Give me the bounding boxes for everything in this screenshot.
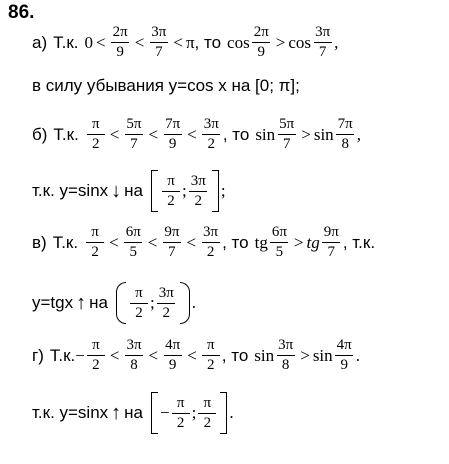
- punctuation: ;: [220, 181, 226, 200]
- right-paren: [180, 282, 190, 324]
- punctuation: .: [229, 403, 234, 422]
- fraction: $\frac{3\pi}{2}$: [203, 224, 219, 260]
- part-g-line2: [32, 392, 234, 434]
- right-bracket: [212, 170, 219, 212]
- less-than: <: [186, 232, 197, 252]
- function-text: y=tgx: [32, 293, 74, 312]
- part-g-line1: [32, 338, 360, 373]
- less-than: <: [109, 124, 120, 144]
- punctuation: .: [355, 345, 360, 365]
- fraction: $\frac{2\pi}{9}$: [112, 24, 128, 60]
- less-than: <: [187, 345, 197, 365]
- fraction: $\frac{\pi}{2}$: [202, 338, 220, 373]
- sin-function: sin: [313, 124, 334, 144]
- since-text: , т.к.: [342, 232, 376, 252]
- then-text: , то: [222, 124, 250, 144]
- part-v-line1: [32, 225, 375, 260]
- left-bracket: [151, 392, 158, 434]
- fraction: $\frac{\pi}{2}$: [130, 286, 148, 321]
- sin-function: sin: [255, 124, 276, 144]
- fraction: $\frac{2\pi}{9}$: [253, 24, 269, 60]
- fraction: $\frac{9\pi}{7}$: [323, 224, 339, 260]
- greater-than: >: [293, 232, 304, 252]
- fraction: $\frac{3\pi}{2}$: [158, 284, 174, 321]
- less-than: <: [147, 232, 158, 252]
- tg-function: tg: [254, 232, 268, 252]
- less-than: <: [109, 345, 120, 365]
- interval: [149, 170, 221, 212]
- punctuation: ,: [334, 32, 339, 52]
- on-text: на: [124, 403, 144, 422]
- fraction: $\frac{3\pi}{8}$: [278, 337, 294, 373]
- cos-function: cos: [288, 32, 312, 52]
- less-than: <: [173, 32, 183, 52]
- fraction: $\frac{\pi}{2}$: [87, 338, 105, 373]
- punctuation: ;: [182, 181, 187, 200]
- punctuation: ;: [149, 293, 155, 312]
- fraction: $\frac{\pi}{2}$: [172, 396, 190, 431]
- cos-function: cos: [227, 32, 250, 52]
- less-than: <: [109, 232, 119, 252]
- part-g-label: г): [32, 345, 44, 365]
- less-than: <: [148, 124, 159, 144]
- less-than: <: [96, 32, 106, 52]
- then-text: , то: [222, 232, 249, 252]
- sin-function: sin: [254, 345, 275, 365]
- problem-number: 86.: [8, 2, 35, 23]
- fraction: $\frac{7\pi}{8}$: [337, 116, 353, 152]
- part-b-line1: [32, 117, 361, 152]
- fraction: $\frac{5\pi}{7}$: [279, 116, 295, 152]
- tk-text: Т.к.: [52, 232, 79, 252]
- part-v-line2: [32, 282, 196, 324]
- part-a-line2: в силу убывания y=cos x на [0; π];: [32, 76, 300, 95]
- tk-text: Т.к.: [53, 124, 79, 144]
- then-text: , то: [221, 345, 249, 365]
- interval: [149, 392, 229, 434]
- right-bracket: [220, 392, 227, 434]
- pi-symbol: π: [185, 32, 195, 52]
- fraction: $\frac{3\pi}{2}$: [203, 116, 219, 152]
- tk-text: Т.к.: [53, 32, 79, 52]
- part-b-line2: [32, 170, 226, 212]
- fraction: $\frac{9\pi}{7}$: [164, 224, 180, 260]
- on-text: на: [89, 293, 108, 312]
- fraction: $\frac{\pi}{2}$: [87, 117, 105, 152]
- fraction: $\frac{7\pi}{9}$: [165, 116, 181, 152]
- part-v-label: в): [32, 232, 47, 252]
- on-text: на: [124, 181, 144, 200]
- fraction: $\frac{3\pi}{7}$: [151, 24, 167, 60]
- fraction: $\frac{3\pi}{8}$: [126, 337, 142, 373]
- fraction: $\frac{5\pi}{7}$: [126, 116, 142, 152]
- arrow-down-icon: ↓: [111, 179, 122, 202]
- greater-than: >: [300, 345, 310, 365]
- punctuation: ;: [191, 403, 197, 422]
- number: 0: [84, 32, 94, 52]
- since-text: т.к. y=sinx: [32, 181, 109, 200]
- fraction: $\frac{3\pi}{2}$: [190, 172, 206, 209]
- since-text: т.к. y=sinx: [32, 403, 109, 422]
- minus-sign: −: [160, 403, 170, 422]
- then-text: , то: [194, 32, 222, 52]
- greater-than: >: [275, 32, 286, 52]
- fraction: $\frac{6\pi}{5}$: [271, 224, 287, 260]
- punctuation: .: [191, 293, 197, 312]
- part-b-label: б): [32, 124, 48, 144]
- greater-than: >: [301, 124, 311, 144]
- fraction: $\frac{\pi}{2}$: [162, 174, 180, 209]
- less-than: <: [187, 124, 197, 144]
- fraction: $\frac{4\pi}{9}$: [165, 337, 181, 373]
- fraction: $\frac{\pi}{2}$: [86, 225, 104, 260]
- left-paren: [116, 282, 126, 324]
- fraction: $\frac{4\pi}{9}$: [336, 337, 352, 373]
- sin-function: sin: [312, 345, 333, 365]
- less-than: <: [134, 32, 145, 52]
- tg-function: tg: [306, 232, 320, 252]
- arrow-up-icon: ↑: [76, 291, 87, 314]
- part-a-label: а): [32, 32, 48, 52]
- part-a-line1: [32, 25, 338, 60]
- less-than: <: [148, 345, 159, 365]
- fraction: $\frac{6\pi}{5}$: [125, 224, 141, 260]
- interval: [114, 282, 192, 324]
- fraction: $\frac{\pi}{2}$: [198, 396, 216, 431]
- fraction: $\frac{3\pi}{7}$: [315, 24, 331, 60]
- arrow-up-icon: ↑: [111, 401, 122, 424]
- minus-sign: −: [75, 345, 85, 365]
- tk-text: Т.к.: [49, 345, 76, 365]
- left-bracket: [151, 170, 158, 212]
- punctuation: ,: [356, 124, 361, 144]
